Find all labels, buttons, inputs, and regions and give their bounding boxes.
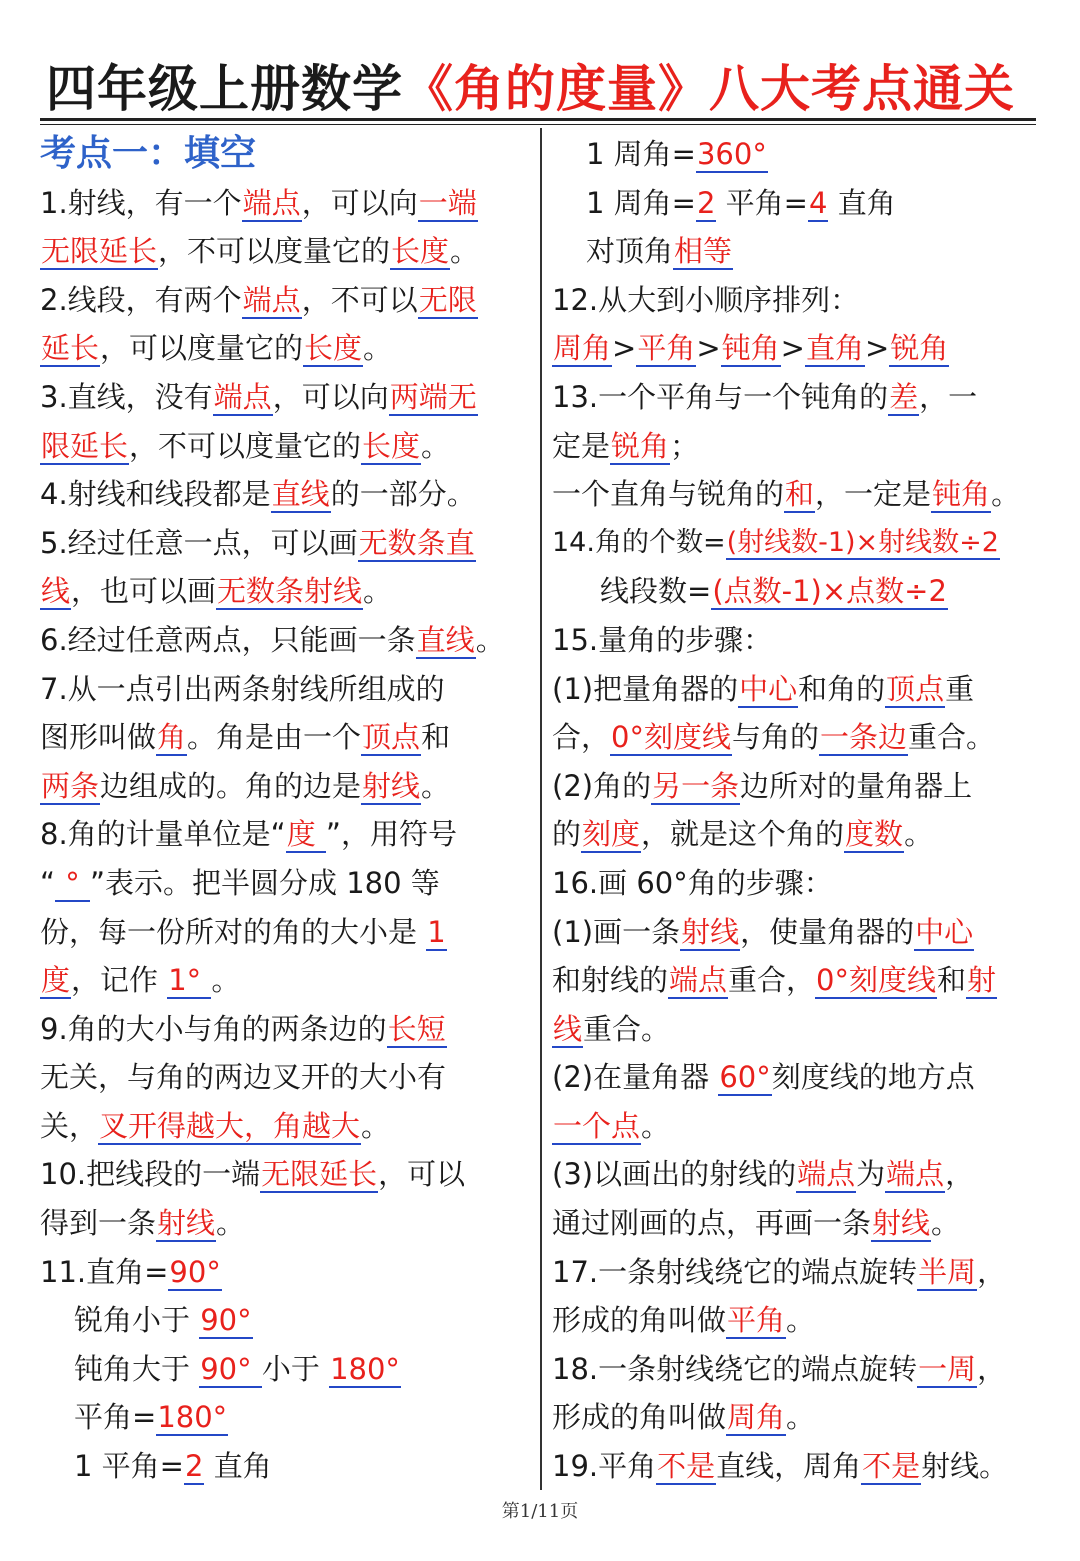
line-text: 合， — [552, 720, 611, 755]
answer-text: 度 — [286, 817, 325, 852]
line-text: 11.直角= — [40, 1254, 169, 1289]
line-text: ，可以 — [378, 1157, 466, 1192]
line-text: ，使量角器的 — [740, 914, 915, 949]
answer-text: 射线 — [681, 914, 740, 949]
text-line — [552, 1199, 1052, 1248]
line-text: 份，每一份所对的角的大小是 — [40, 914, 427, 949]
text-line — [552, 422, 1052, 471]
answer-text: 端点 — [242, 185, 301, 220]
answer-text: 直线 — [416, 622, 475, 657]
answer-text: 180° — [157, 1400, 228, 1435]
answer-text: 无限延长 — [261, 1157, 378, 1192]
text-line — [40, 1102, 534, 1151]
line-text: 1.射线，有一个 — [40, 185, 242, 220]
text-line — [40, 908, 534, 957]
answer-text: (点数-1)×点数÷2 — [712, 574, 947, 609]
answer-text: 直线 — [271, 477, 330, 512]
line-text: 无关，与角的两边叉开的大小有 — [40, 1060, 447, 1095]
text-line — [552, 324, 1052, 373]
text-line — [40, 1005, 534, 1054]
text-line — [552, 373, 1052, 422]
answer-text: 一周 — [918, 1351, 977, 1386]
answer-text: 中心 — [915, 914, 974, 949]
answer-text: 顶点 — [886, 671, 945, 706]
answer-text: 直角 — [805, 331, 864, 366]
line-text: 边组成的。角的边是 — [100, 768, 362, 803]
answer-text: 端点 — [886, 1157, 945, 1192]
answer-text: 90° — [169, 1254, 221, 1289]
answer-text: 端点 — [242, 282, 301, 317]
answer-text: 和 — [785, 477, 815, 512]
line-text: 3.直线，没有 — [40, 379, 213, 414]
answer-text: 度 — [41, 963, 71, 998]
text-line — [40, 1199, 534, 1248]
text-line — [552, 179, 1052, 228]
text-line — [40, 810, 534, 859]
line-text: 。 — [786, 1400, 816, 1435]
line-text: 一个直角与锐角的 — [552, 477, 785, 512]
text-line — [40, 762, 534, 811]
line-text: 小于 — [261, 1351, 330, 1386]
line-text: ，也可以画 — [71, 574, 217, 609]
answer-text: 差 — [889, 379, 919, 414]
line-text: 直线，周角 — [716, 1449, 862, 1484]
answer-text: 线 — [553, 1011, 583, 1046]
text-line — [552, 810, 1052, 859]
line-text: 8.角的计量单位是“ — [40, 817, 286, 852]
line-text: 钝角大于 — [74, 1351, 200, 1386]
answer-text: 中心 — [739, 671, 798, 706]
answer-text: 射线 — [157, 1206, 216, 1241]
line-text: 。 — [991, 477, 1021, 512]
answer-text: 0°刻度线 — [816, 963, 936, 998]
answer-text: 360° — [696, 137, 767, 171]
text-line — [40, 422, 534, 471]
line-text: 和 — [937, 963, 967, 998]
text-line — [40, 227, 534, 276]
text-line — [40, 373, 534, 422]
page-title — [46, 56, 1036, 122]
line-text: 重合， — [728, 963, 816, 998]
text-line — [552, 713, 1052, 762]
line-text: “ — [40, 865, 56, 900]
text-line — [40, 1150, 534, 1199]
line-text: ，不可以度量它的 — [129, 428, 362, 463]
line-text: > — [780, 331, 805, 366]
text-line — [552, 567, 1052, 616]
line-text: 。 — [363, 574, 393, 609]
answer-text: 长度 — [391, 234, 450, 269]
line-text: 。 — [211, 963, 241, 998]
answer-text: 长度 — [362, 428, 421, 463]
line-text: ，不可以度量它的 — [158, 234, 391, 269]
text-line — [552, 1102, 1052, 1151]
line-text: 线段数= — [600, 574, 712, 609]
answer-text: 锐角 — [611, 428, 670, 463]
answer-text: 射 — [967, 963, 997, 998]
text-line — [40, 665, 534, 714]
answer-text: 延长 — [41, 331, 100, 366]
text-line — [40, 1296, 534, 1345]
line-text: (1)把量角器的 — [552, 671, 739, 706]
line-text: 19.平角 — [552, 1449, 657, 1484]
line-text: 的 — [552, 817, 582, 852]
text-line — [552, 859, 1052, 908]
answer-text: 2 — [184, 1449, 204, 1484]
text-line — [552, 1442, 1052, 1491]
line-text: 1 周角= — [586, 137, 696, 171]
line-text: 10.把线段的一端 — [40, 1157, 261, 1192]
text-line — [40, 324, 534, 373]
answer-text: (射线数-1)×射线数÷2 — [726, 526, 999, 558]
line-text: 5.经过任意一点，可以画 — [40, 525, 358, 560]
answer-text: 无数条直 — [358, 525, 475, 560]
text-line — [40, 713, 534, 762]
text-line — [40, 179, 534, 228]
title-prefix: 四年级上册数学 — [46, 60, 403, 118]
line-text: ， — [945, 1157, 975, 1192]
line-text: 直角 — [204, 1449, 272, 1484]
text-line — [40, 1442, 534, 1491]
answer-text: 90° — [200, 1351, 261, 1386]
text-line — [552, 1345, 1052, 1394]
line-text: 锐角小于 — [74, 1303, 200, 1338]
line-text: 。 — [450, 234, 480, 269]
line-text: 关， — [40, 1108, 99, 1143]
text-line — [552, 1248, 1052, 1297]
text-line — [40, 1345, 534, 1394]
answer-text: 90° — [200, 1303, 252, 1338]
line-text: ，不可以 — [301, 282, 418, 317]
line-text: (1)画一条 — [552, 914, 681, 949]
line-text: ，可以度量它的 — [100, 331, 304, 366]
line-text: ； — [670, 428, 700, 463]
answer-text: 锐角 — [890, 331, 949, 366]
line-text: 平角= — [716, 185, 808, 220]
line-text: 考点一：填空 — [40, 133, 257, 174]
line-text: 和角的 — [798, 671, 886, 706]
line-text: 9.角的大小与角的两条边的 — [40, 1011, 387, 1046]
line-text: 14.角的个数= — [552, 526, 726, 558]
line-text: 定是 — [552, 428, 611, 463]
line-text: 得到一条 — [40, 1206, 157, 1241]
text-line — [40, 859, 534, 908]
text-line — [40, 567, 534, 616]
answer-text: 角 — [157, 720, 187, 755]
answer-text: 180° — [330, 1351, 400, 1386]
answer-text: 端点 — [797, 1157, 856, 1192]
answer-text: 射线 — [362, 768, 421, 803]
answer-text: 2 — [696, 185, 716, 220]
right-column — [552, 130, 1052, 1491]
answer-text: 限延长 — [41, 428, 129, 463]
answer-text: 无限 — [418, 282, 477, 317]
answer-text: 线 — [41, 574, 71, 609]
answer-text: 两条 — [41, 768, 100, 803]
line-text: > — [696, 331, 721, 366]
line-text: ”，用符号 — [325, 817, 457, 852]
answer-text: 度数 — [845, 817, 904, 852]
answer-text: 两端无 — [389, 379, 477, 414]
text-line — [40, 1393, 534, 1442]
text-line — [552, 276, 1052, 325]
answer-text: 周角 — [727, 1400, 786, 1435]
line-text: 。 — [421, 768, 451, 803]
line-text: 6.经过任意两点，只能画一条 — [40, 622, 416, 657]
text-line — [40, 1248, 534, 1297]
answer-text: 一个点 — [553, 1108, 641, 1143]
answer-text: 不是 — [862, 1449, 921, 1484]
answer-text: 长短 — [387, 1011, 446, 1046]
text-line — [552, 227, 1052, 276]
line-text: 18.一条射线绕它的端点旋转 — [552, 1351, 918, 1386]
answer-text: 一条边 — [819, 720, 907, 755]
answer-text: 刻度 — [582, 817, 641, 852]
line-text: ，就是这个角的 — [641, 817, 845, 852]
line-text: > — [865, 331, 890, 366]
text-line — [552, 762, 1052, 811]
line-text: 。 — [421, 428, 451, 463]
line-text: ， — [977, 1351, 1007, 1386]
line-text: 。 — [931, 1206, 961, 1241]
title-rule-thick — [40, 118, 1036, 121]
page-number: 第1/11页 — [501, 1501, 579, 1522]
line-text: 12.从大到小顺序排列： — [552, 282, 860, 317]
line-text: 16.画 60°角的步骤： — [552, 865, 833, 900]
line-text: 。 — [641, 1108, 671, 1143]
answer-text: 1° — [168, 963, 211, 998]
answer-text: 无限延长 — [41, 234, 158, 269]
line-text: 刻度线的地方点 — [771, 1060, 975, 1095]
line-text: 。 — [216, 1206, 246, 1241]
text-line — [552, 130, 1052, 179]
line-text: ，可以向 — [272, 379, 389, 414]
line-text: ，一 — [919, 379, 978, 414]
title-highlight: 《角的度量》 — [403, 60, 709, 118]
text-line — [552, 908, 1052, 957]
answer-text: 一端 — [418, 185, 477, 220]
line-text: 和 — [421, 720, 451, 755]
answer-text: 端点 — [213, 379, 272, 414]
answer-text: 射线 — [872, 1206, 931, 1241]
line-text: 7.从一点引出两条射线所组成的 — [40, 671, 445, 706]
text-line — [552, 1393, 1052, 1442]
line-text: (2)角的 — [552, 768, 652, 803]
text-line — [40, 470, 534, 519]
line-text: ，记作 — [71, 963, 168, 998]
answer-text: 叉开得越大，角越大 — [99, 1108, 361, 1143]
line-text: 13.一个平角与一个钝角的 — [552, 379, 889, 414]
text-line — [552, 956, 1052, 1005]
answer-text: 长度 — [304, 331, 363, 366]
answer-text: 无数条射线 — [217, 574, 363, 609]
text-line — [552, 1005, 1052, 1054]
section-heading — [40, 130, 534, 179]
answer-text: 60° — [719, 1060, 771, 1095]
answer-text: ° — [56, 865, 89, 900]
line-text: 2.线段，有两个 — [40, 282, 242, 317]
answer-text: 相等 — [674, 234, 733, 269]
line-text: 1 周角= — [586, 185, 696, 220]
line-text: 。 — [904, 817, 934, 852]
text-line — [552, 519, 1052, 568]
line-text: 重 — [945, 671, 975, 706]
line-text: 为 — [856, 1157, 886, 1192]
text-line — [552, 616, 1052, 665]
answer-text: 另一条 — [652, 768, 740, 803]
text-line — [40, 1053, 534, 1102]
answer-text: 周角 — [553, 331, 612, 366]
text-line — [552, 470, 1052, 519]
title-rule-thin — [40, 124, 1036, 125]
line-text: 形成的角叫做 — [552, 1400, 727, 1435]
line-text: ，可以向 — [301, 185, 418, 220]
line-text: 平角= — [74, 1400, 157, 1435]
line-text: 与角的 — [731, 720, 819, 755]
answer-text: 1 — [427, 914, 446, 949]
line-text: 直角 — [828, 185, 896, 220]
text-line — [40, 519, 534, 568]
line-text: 射线。 — [921, 1449, 1009, 1484]
line-text: ， — [977, 1254, 1007, 1289]
text-line — [40, 276, 534, 325]
line-text: (3)以画出的射线的 — [552, 1157, 797, 1192]
answer-text: 钝角 — [721, 331, 780, 366]
line-text: 对顶角 — [586, 234, 674, 269]
line-text: > — [612, 331, 637, 366]
line-text: 4.射线和线段都是 — [40, 477, 271, 512]
line-text: ，一定是 — [815, 477, 932, 512]
answer-text: 钝角 — [932, 477, 991, 512]
text-line — [552, 665, 1052, 714]
line-text: 。 — [786, 1303, 816, 1338]
answer-text: 平角 — [637, 331, 696, 366]
line-text: 通过刚画的点，再画一条 — [552, 1206, 872, 1241]
text-line — [552, 1150, 1052, 1199]
line-text: 。 — [363, 331, 393, 366]
line-text: 形成的角叫做 — [552, 1303, 727, 1338]
column-divider — [540, 128, 542, 1490]
line-text: 1 平角= — [74, 1449, 184, 1484]
line-text: 图形叫做 — [40, 720, 157, 755]
answer-text: 4 — [808, 185, 828, 220]
answer-text: 顶点 — [362, 720, 421, 755]
answer-text: 平角 — [727, 1303, 786, 1338]
answer-text: 0°刻度线 — [611, 720, 731, 755]
line-text: 和射线的 — [552, 963, 669, 998]
answer-text: 端点 — [669, 963, 728, 998]
line-text: 重合。 — [583, 1011, 671, 1046]
line-text: 边所对的量角器上 — [740, 768, 973, 803]
text-line — [552, 1053, 1052, 1102]
title-suffix: 八大考点通关 — [709, 60, 1015, 118]
text-line — [40, 616, 534, 665]
line-text: 。角是由一个 — [187, 720, 362, 755]
text-line — [552, 1296, 1052, 1345]
line-text: 重合。 — [908, 720, 996, 755]
left-column — [40, 130, 534, 1491]
line-text: 。 — [475, 622, 505, 657]
line-text: 的一部分。 — [330, 477, 476, 512]
answer-text: 半周 — [918, 1254, 977, 1289]
text-line — [40, 956, 534, 1005]
line-text: 17.一条射线绕它的端点旋转 — [552, 1254, 918, 1289]
line-text: 。 — [361, 1108, 391, 1143]
line-text: ”表示。把半圆分成 180 等 — [89, 865, 440, 900]
answer-text: 不是 — [657, 1449, 716, 1484]
line-text: 15.量角的步骤： — [552, 622, 773, 657]
line-text: (2)在量角器 — [552, 1060, 719, 1095]
